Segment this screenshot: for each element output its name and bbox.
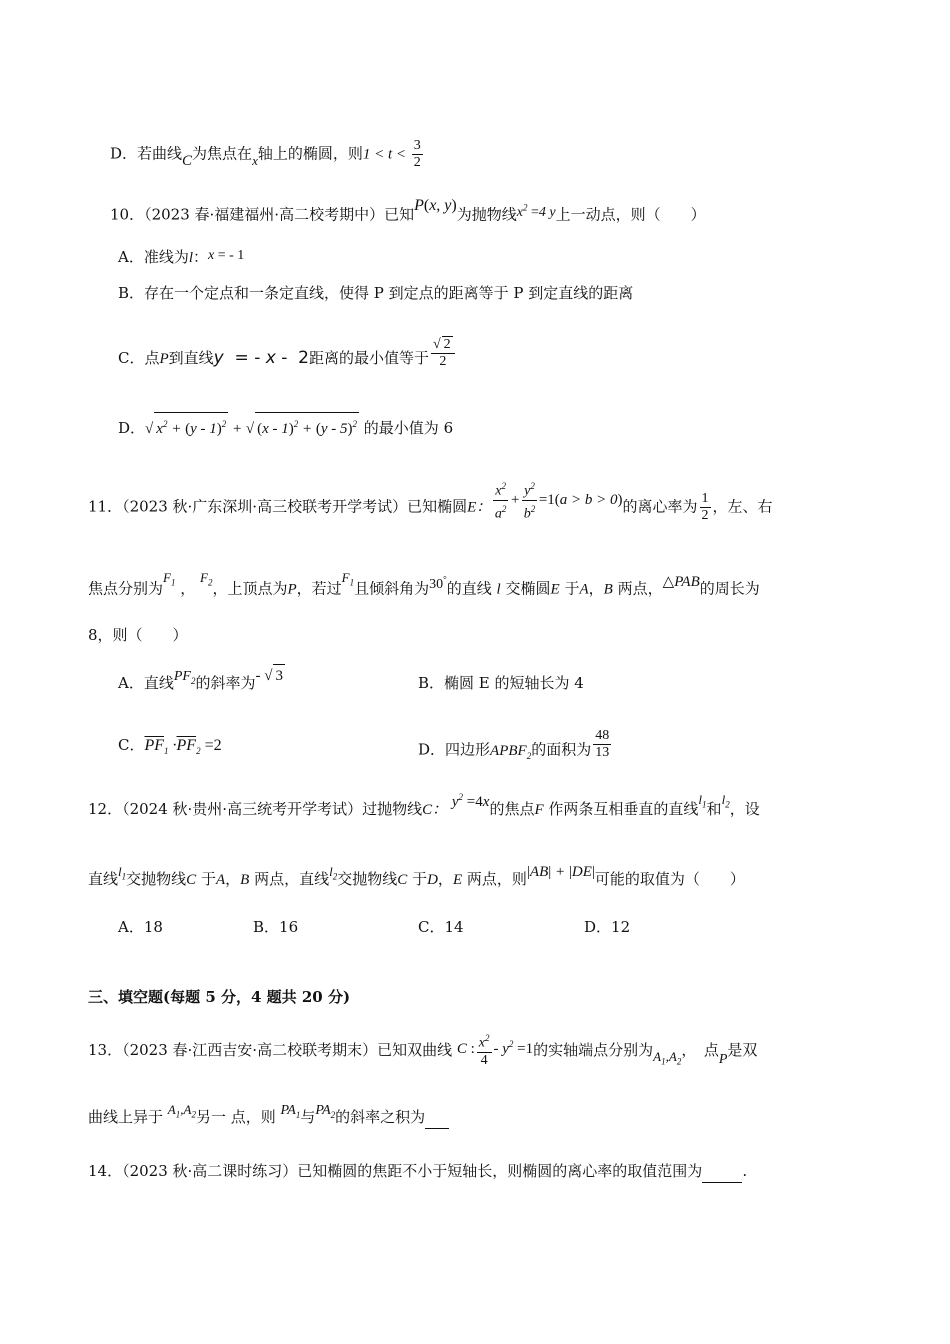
q10-option-d: D．√ $x^2 + (y - 1)^2$ + √ (x - 1)$^2$ + (y - 5)$^2$ 的最小值为 6 (118, 412, 453, 440)
section-3-heading: 三、填空题(每题 5 分，4 题共 20 分) (88, 988, 351, 1006)
q12-stem-line2: 直线$l_1$交抛物线C 于A，B 两点，直线$l_2$交抛物线C 于D，E 两点，则|AB| + |DE|可能的取值为（ ） (88, 864, 745, 888)
q11-stem-line3: 8，则（ ） (88, 626, 188, 644)
q13-stem-line2: 曲线上异于 $A_1,A_2$另一 点，则 $PA_1$与$PA_2$的斜率之积为 (88, 1106, 449, 1134)
q12-option-a: A．18 (118, 918, 163, 936)
q10-point-p: P(x, y) (414, 196, 457, 214)
q11-d-value: $\frac{48}{13}$ (595, 728, 610, 760)
q10-option-c: C．点P到直线y = - x - 2距离的最小值等于 $\frac{√ 2}{2}$ (118, 342, 457, 376)
q14-answer-blank[interactable] (702, 1160, 742, 1183)
q11-option-c: C．$\overline{PF}_1 \cdot\overline{PF}_2 =2$ (118, 736, 222, 757)
q9-option-d-text: D．若曲线 (110, 144, 183, 163)
q11-option-a: A．直线$PF_2$的斜率为- √ 3 (118, 672, 285, 700)
q11-option-d: D．四边形$APBF_2$的面积为 $\frac{48}{13}$ (418, 728, 610, 761)
q11-option-b: B．椭圆 E 的短轴长为 4 (418, 674, 584, 692)
q11-stem-line1: 11．（2023 秋·广东深圳·高三校联考开学考试）已知椭圆E： $\frac{x^2}{a^2}$ + $\frac{y^2}{b^2}$ =1(a > b > 0)的离心率为 $\frac{1}{2}$ ，左、右 (88, 486, 773, 530)
q10-c-line: y = - x - 2 (213, 348, 309, 368)
q12-option-c: C．14 (418, 918, 464, 936)
q12-stem-line1: 12．（2024 秋·贵州·高三统考开学考试）过抛物线C： $y^2 =4x$的焦点F 作两条互相垂直的直线$l_1$和$l_2$，设 (88, 792, 760, 818)
q10-option-a: A．准线为l：x = - 1 (118, 248, 245, 266)
q11-c-dot-product: $\overline{PF}_1 \cdot\overline{PF}_2 =2$ (144, 737, 222, 757)
q10-d-expression: √ $x^2 + (y - 1)^2$ + √ (x - 1)$^2$ + (y - 5)$^2$ (145, 421, 359, 437)
q10-option-b: B．存在一个定点和一条定直线，使得 P 到定点的距离等于 P 到定直线的距离 (118, 284, 634, 302)
q11-stem-line2: 焦点分别为$F_1$ ， $F_2$，上顶点为P，若过$F_1$且倾斜角为30°的直线 l 交椭圆E 于A，B 两点，△PAB的周长为 (88, 569, 760, 598)
q12-option-b: B．16 (253, 918, 299, 936)
q9-d-inequality: 1 < t < (362, 146, 410, 163)
q12-option-d: D．12 (584, 918, 631, 936)
q10-c-value: $\frac{√ 2}{2}$ (431, 336, 455, 370)
q13-hyperbola-eq: C : $\frac{x^2}{4}$ - $y^2 =1$ (457, 1041, 533, 1057)
q13-answer-blank[interactable] (425, 1106, 449, 1129)
q13-stem-line1: 13．（2023 春·江西吉安·高二校联考期末）已知双曲线 C : $\frac{x^2}{4}$ - $y^2 =1$的实轴端点分别为$A_1,A_2$， 点P是双 (88, 1032, 757, 1071)
q9-option-d: D．若曲线C为焦点在x轴上的椭圆，则1 < t < $\frac{3}{2}$ (110, 138, 421, 170)
q11-ellipse-eq: $\frac{x^2}{a^2}$ + $\frac{y^2}{b^2}$ =1(a > b > 0) (491, 492, 622, 508)
q14-stem: 14．（2023 秋·高二课时练习）已知椭圆的焦距不小于短轴长，则椭圆的离心率的取值范围为 . (88, 1160, 747, 1183)
q10-stem: 10．（2023 春·福建福州·高二校考期中）已知P(x, y)为抛物线$x^2 =4$ y上一动点，则（ ） (110, 196, 706, 224)
